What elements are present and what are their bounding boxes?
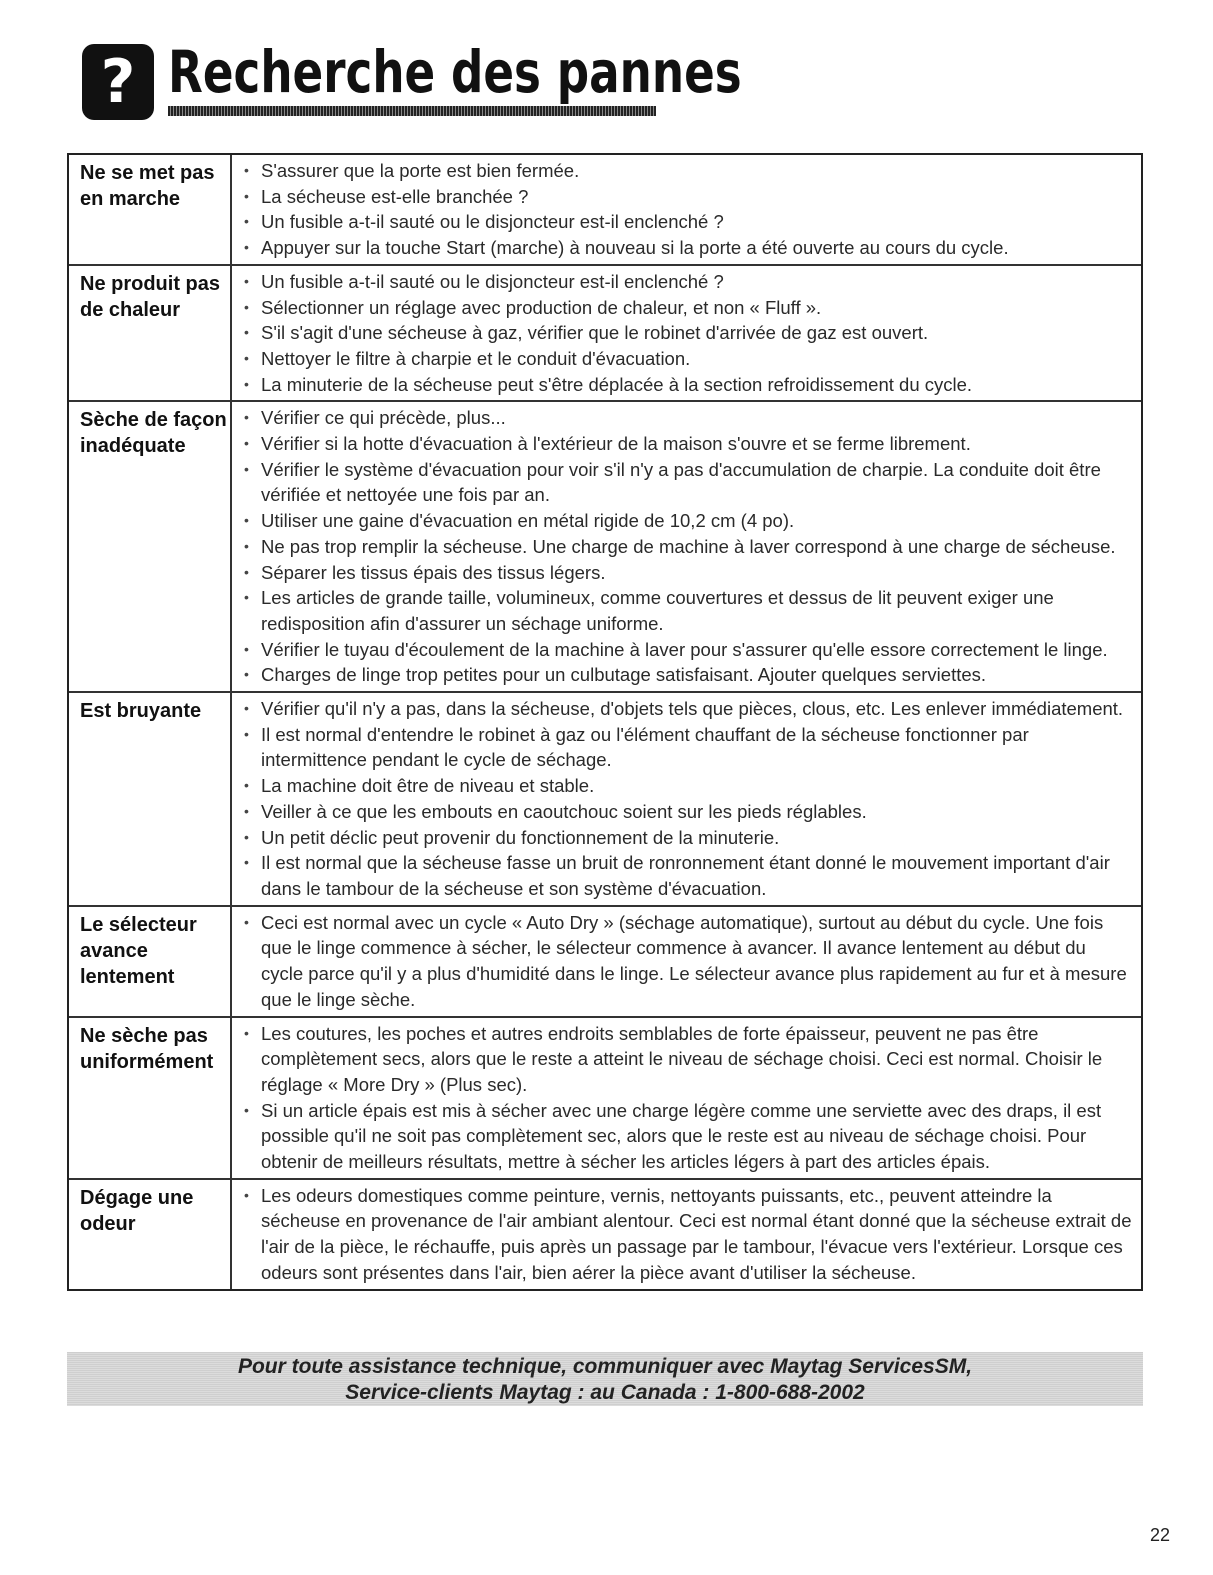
table-row (69, 155, 1141, 266)
table-row (69, 693, 1141, 907)
solution-item: • La machine doit être de niveau et stable. (244, 773, 1133, 799)
table-row (69, 1018, 1141, 1180)
solution-item: • Un fusible a-t-il sauté ou le disjoncteur est-il enclenché ? (244, 209, 1133, 235)
solution-item: • La sécheuse est-elle branchée ? (244, 184, 1133, 210)
solution-item: • S'il s'agit d'une sécheuse à gaz, vérifier que le robinet d'arrivée de gaz est ouvert. (244, 320, 1133, 346)
problem-label: Ne sèche pas uniformément (69, 1018, 232, 1178)
solution-item: • Vérifier si la hotte d'évacuation à l'extérieur de la maison s'ouvre et se ferme librement. (244, 431, 1133, 457)
solutions-list (232, 402, 1141, 691)
solution-item: • Un fusible a-t-il sauté ou le disjoncteur est-il enclenché ? (244, 269, 1133, 295)
solution-item: • Les odeurs domestiques comme peinture, vernis, nettoyants puissants, etc., peuvent atteindre la sécheuse en provenance de l'air ambiant alentour. Ceci est normal étant donné que la sécheuse extrait de l'air de la pièce, le réchauffe, puis après un passage par le tambour, l'évacue vers l'extérieur. Lorsque ces odeurs sont présentes dans l'air, bien aérer la pièce avant d'utiliser la sécheuse. (244, 1183, 1133, 1286)
question-mark-icon: ? (82, 44, 154, 120)
solution-item: • Vérifier le système d'évacuation pour voir s'il n'y a pas d'accumulation de charpie. La conduite doit être vérifiée et nettoyée une fois par an. (244, 457, 1133, 508)
problem-label: Dégage une odeur (69, 1180, 232, 1289)
solution-item: • Vérifier qu'il n'y a pas, dans la sécheuse, d'objets tels que pièces, clous, etc. Les enlever immédiatement. (244, 696, 1133, 722)
solutions-list (232, 266, 1141, 401)
solutions-list (232, 693, 1141, 905)
banner-line-2: Service-clients Maytag : au Canada : 1-800-688-2002 (345, 1381, 865, 1404)
solution-item: • Nettoyer le filtre à charpie et le conduit d'évacuation. (244, 346, 1133, 372)
problem-label: Le sélecteur avance lentement (69, 907, 232, 1016)
solution-item: • Si un article épais est mis à sécher avec une charge légère comme une serviette avec des draps, il est possible qu'il ne soit pas complètement sec, alors que le reste est au niveau de séchage choisi. Pour obtenir de meilleurs résultats, mettre à sécher les articles légers à part des articles épais. (244, 1098, 1133, 1175)
solution-item: • Appuyer sur la touche Start (marche) à nouveau si la porte a été ouverte au cours du cycle. (244, 235, 1133, 261)
solution-item: • Il est normal que la sécheuse fasse un bruit de ronronnement étant donné le mouvement important d'air dans le tambour de la sécheuse et son système d'évacuation. (244, 850, 1133, 901)
solutions-list (232, 1180, 1141, 1289)
solution-item: • La minuterie de la sécheuse peut s'être déplacée à la section refroidissement du cycle. (244, 372, 1133, 398)
solutions-list (232, 1018, 1141, 1178)
solution-item: • Il est normal d'entendre le robinet à gaz ou l'élément chauffant de la sécheuse fonctionner par intermittence pendant le cycle de séchage. (244, 722, 1133, 773)
service-banner (67, 1352, 1143, 1406)
page-number: 22 (1150, 1525, 1171, 1545)
table-row (69, 907, 1141, 1018)
table-row (69, 402, 1141, 693)
solution-item: • Charges de linge trop petites pour un culbutage satisfaisant. Ajouter quelques serviettes. (244, 662, 1133, 688)
table-row (69, 1180, 1141, 1289)
solution-item: • Vérifier le tuyau d'écoulement de la machine à laver pour s'assurer qu'elle essore correctement le linge. (244, 637, 1133, 663)
problem-label: Sèche de façon inadéquate (69, 402, 232, 691)
solution-item: • Utiliser une gaine d'évacuation en métal rigide de 10,2 cm (4 po). (244, 508, 1133, 534)
problem-label: Est bruyante (69, 693, 232, 905)
solution-item: • Sélectionner un réglage avec production de chaleur, et non « Fluff ». (244, 295, 1133, 321)
problem-label: Ne produit pas de chaleur (69, 266, 232, 401)
title-underline (168, 106, 656, 116)
solution-item: • Ne pas trop remplir la sécheuse. Une charge de machine à laver correspond à une charge de sécheuse. (244, 534, 1133, 560)
solutions-list (232, 155, 1141, 264)
solution-item: • Un petit déclic peut provenir du fonctionnement de la minuterie. (244, 825, 1133, 851)
problem-label: Ne se met pas en marche (69, 155, 232, 264)
solution-item: • Les coutures, les poches et autres endroits semblables de forte épaisseur, peuvent ne pas être complètement secs, alors que le reste a atteint le niveau de séchage choisi. Ceci est normal. Choisir le réglage « More Dry » (Plus sec). (244, 1021, 1133, 1098)
page-title: Recherche des pannes (168, 38, 742, 106)
solution-item: • Vérifier ce qui précède, plus... (244, 405, 1133, 431)
solution-item: • S'assurer que la porte est bien fermée. (244, 158, 1133, 184)
page-header (82, 36, 742, 128)
table-row (69, 266, 1141, 403)
troubleshooting-table (67, 153, 1143, 1291)
solution-item: • Veiller à ce que les embouts en caoutchouc soient sur les pieds réglables. (244, 799, 1133, 825)
solution-item: • Les articles de grande taille, volumineux, comme couvertures et dessus de lit peuvent exiger une redisposition afin d'assurer un séchage uniforme. (244, 585, 1133, 636)
solution-item: • Séparer les tissus épais des tissus légers. (244, 560, 1133, 586)
solutions-list (232, 907, 1141, 1016)
banner-line-1: Pour toute assistance technique, communiquer avec Maytag ServicesSM, (237, 1355, 973, 1378)
solution-item: • Ceci est normal avec un cycle « Auto Dry » (séchage automatique), surtout au début du cycle. Une fois que le linge commence à sécher, le sélecteur commence à avancer. Il avance lentement au début du cycle parce qu'il y a plus d'humidité dans le linge. Le sélecteur avance plus rapidement au fur et à mesure que le linge sèche. (244, 910, 1133, 1013)
